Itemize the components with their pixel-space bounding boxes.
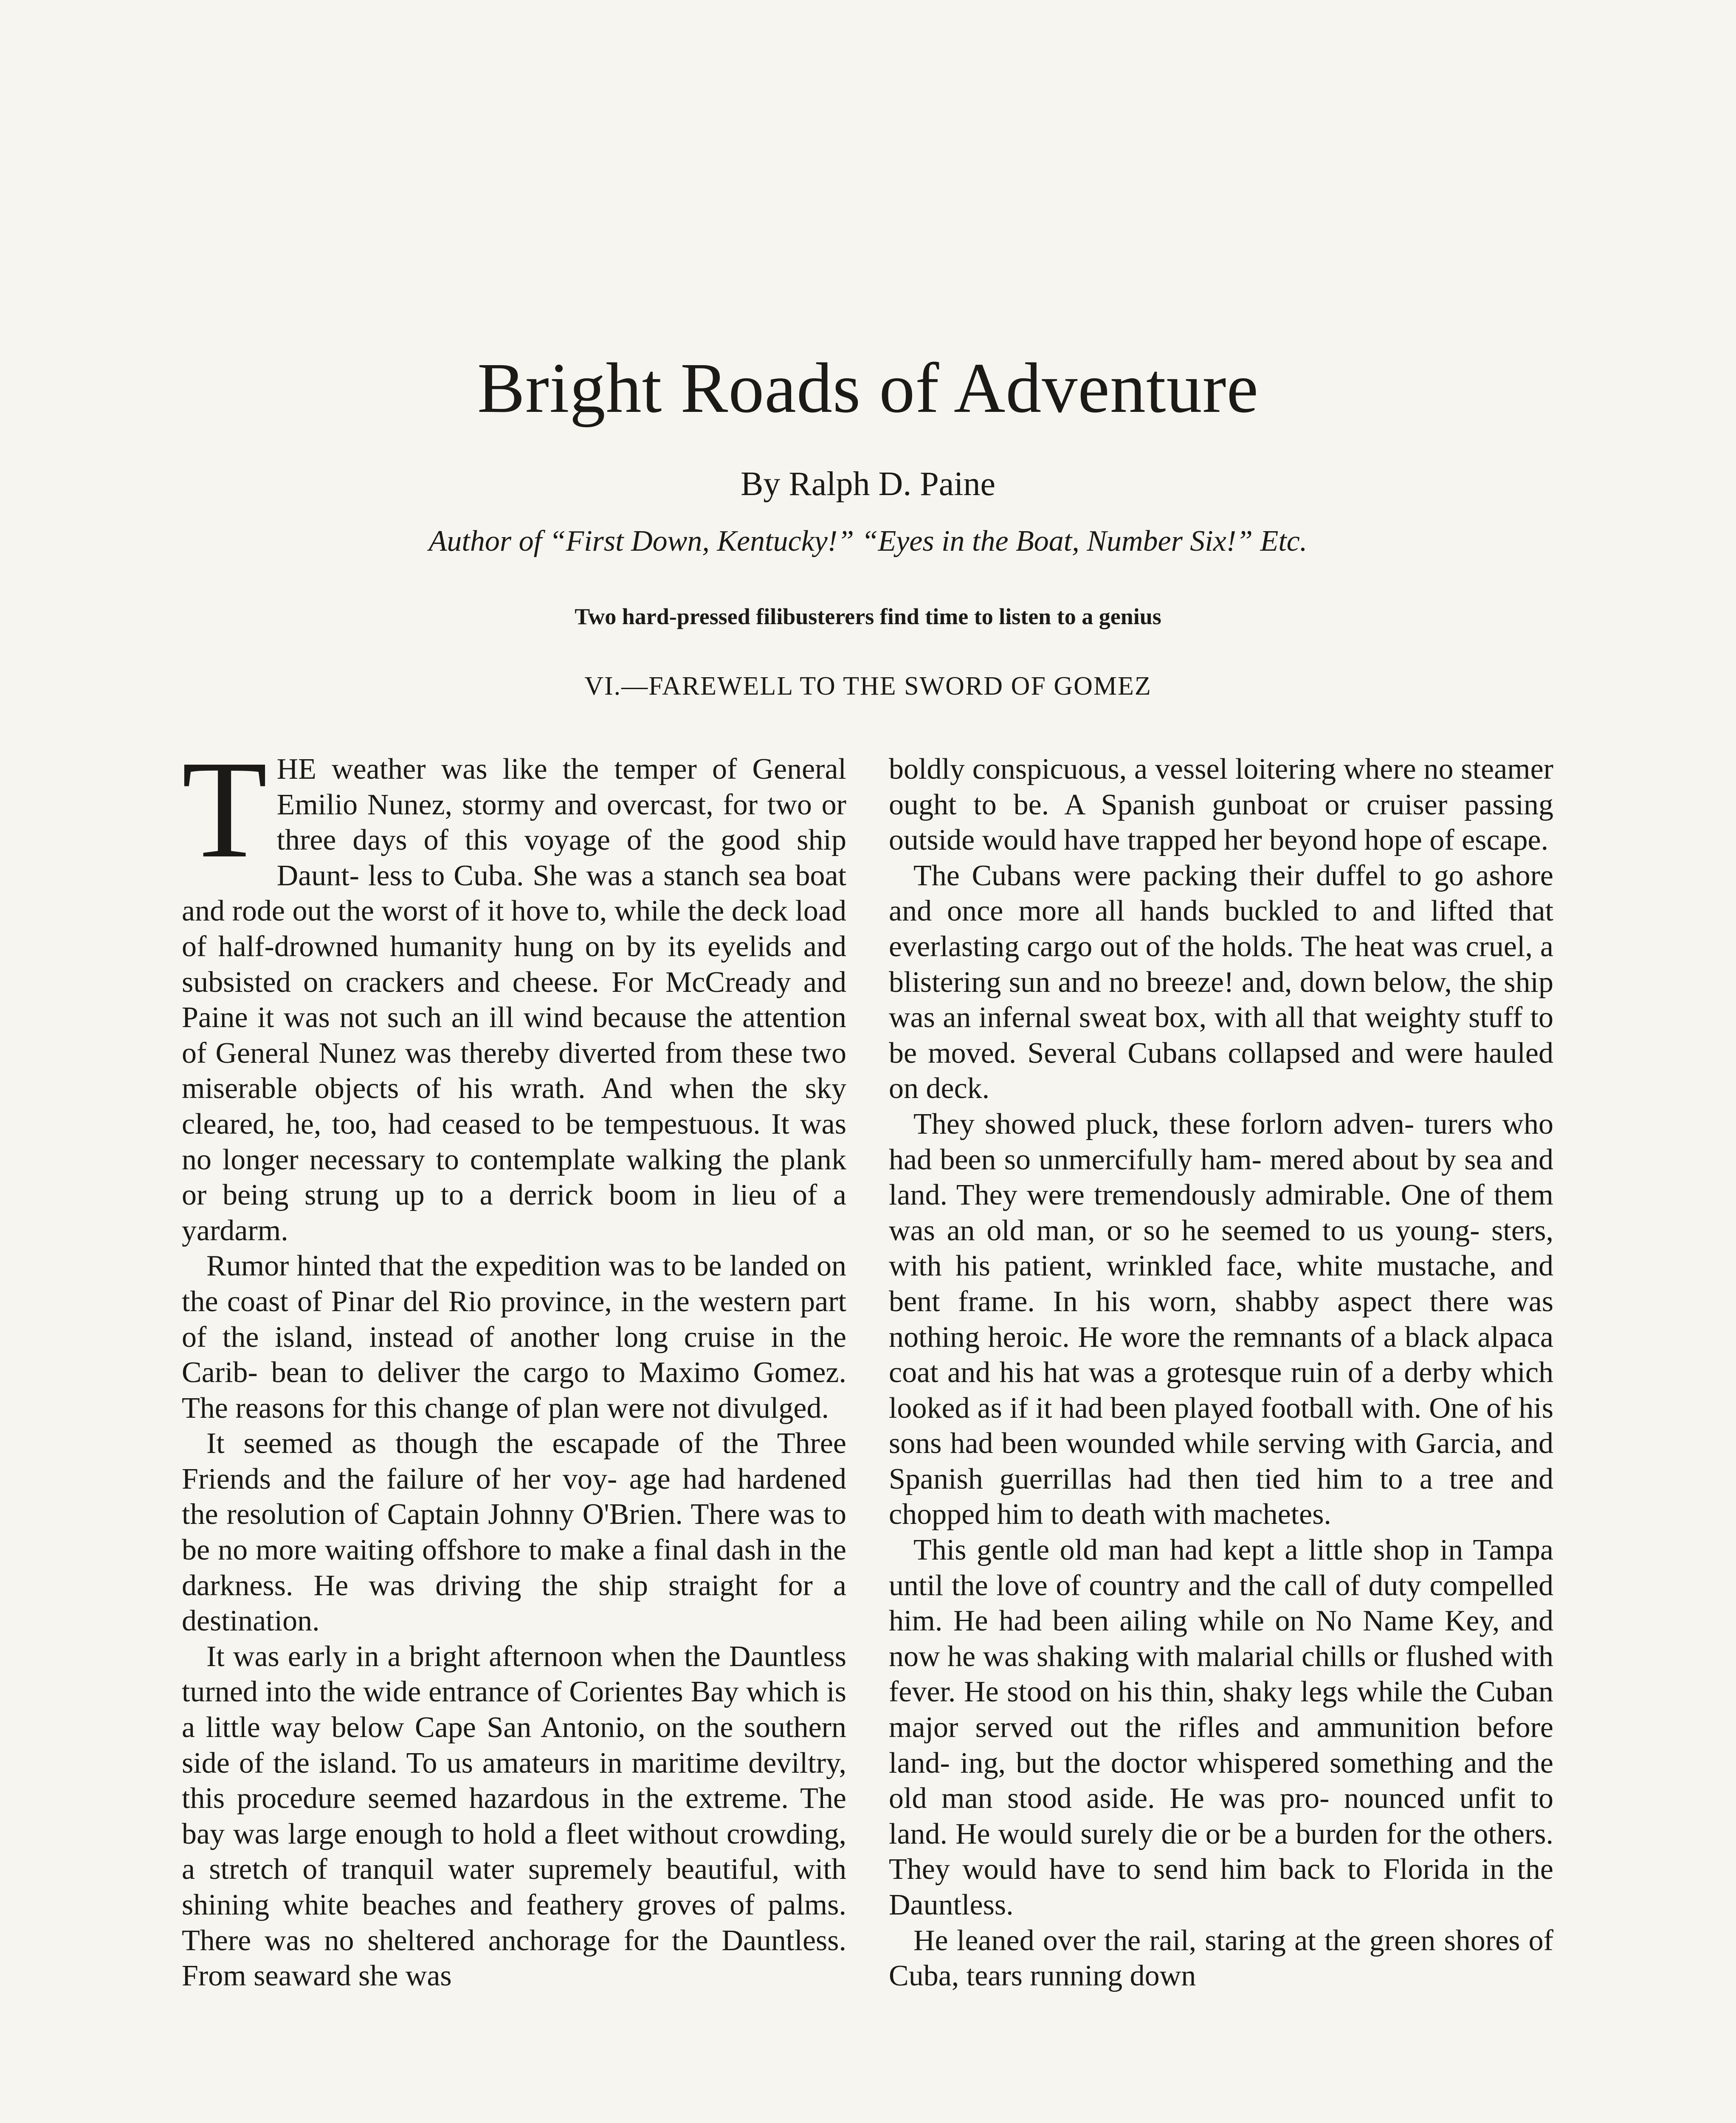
text-column-left bbox=[182, 732, 846, 1994]
paragraph: This gentle old man had kept a little shop in Tampa until the love of country and the call of duty compelled him. He had been ailing while on No Name Key, and now he was shaking with malarial chills or flushed with fever. He stood on his thin, shaky legs while the Cuban major served out the rifles and ammunition before land- ing, but the doctor whispered something and the old man stood aside. He was pro- nounced unfit to land. He would surely die or be a burden for the others. They would have to send him back to Florida in the Dauntless. bbox=[889, 1534, 1553, 1921]
paragraph: boldly conspicuous, a vessel loitering where no steamer ought to be. A Spanish gunboat or cruiser passing outside would have trapped her beyond hope of escape. bbox=[889, 753, 1553, 857]
chapter-heading: VI.—FAREWELL TO THE SWORD OF GOMEZ bbox=[584, 672, 1152, 701]
article-title: Bright Roads of Adventure bbox=[477, 349, 1259, 428]
paragraph bbox=[182, 732, 846, 1248]
credit-prefix: Author of bbox=[428, 525, 542, 557]
paragraph: They showed pluck, these forlorn adven- turers who had been so unmercifully ham- mered about by sea and land. They were tremendously admirable. One of them was an old man, or so he seemed to us young- sters, with his patient, wrinkled face, white mustache, and bent frame. In his worn, shabby aspect there was nothing heroic. He wore the remnants of a black alpaca coat and his hat was a grotesque ruin of a derby which looked as if it had been played football with. One of his sons had been wounded while serving with Garcia, and Spanish guerrillas had then tied him to a tree and chopped him to death with machetes. bbox=[889, 1107, 1553, 1531]
paragraph: He leaned over the rail, staring at the green shores of Cuba, tears running down bbox=[889, 1924, 1553, 1993]
credit-work: “Eyes in the Boat, Number Six!” bbox=[861, 525, 1253, 557]
paragraph: It seemed as though the escapade of the Three Friends and the failure of her voy- age had hardened the resolution of Captain Johnny O'Brien. There was to be no more waiting offshore to make a final dash in the darkness. He was driving the ship straight for a destination. bbox=[182, 1427, 846, 1638]
text-column-right bbox=[889, 752, 1553, 1994]
credit-suffix: Etc. bbox=[1260, 525, 1308, 557]
drop-cap: T bbox=[182, 732, 268, 887]
paragraph: Rumor hinted that the expedition was to be landed on the coast of Pinar del Rio province, in the western part of the island, instead of another long cruise in the Carib- bean to deliver the cargo to Maximo Gomez. The reasons for this change of plan were not divulged. bbox=[182, 1250, 846, 1425]
paragraph: It was early in a bright afternoon when the Dauntless turned into the wide entrance of Corientes Bay which is a little way below Cape San Antonio, on the southern side of the island. To us amateurs in maritime deviltry, this procedure seemed hazardous in the extreme. The bay was large enough to hold a fleet without crowding, a stretch of tranquil water supremely beautiful, with shining white beaches and feathery groves of palms. There was no sheltered anchorage for the Dauntless. From seaward she was bbox=[182, 1640, 846, 1993]
credit-work: “First Down, Kentucky!” bbox=[549, 525, 854, 557]
paragraph-text: HE weather was like the temper of General Emilio Nunez, stormy and overcast, for two or three days of this voyage of the good ship Daunt- less to Cuba. She was a stanch sea boat and rode out the worst of it hove to, while the deck load of half-drowned humanity hung on by its eyelids and subsisted on crackers and cheese. For McCready and Paine it was not such an ill wind because the attention of General Nunez was thereby diverted from these two miserable objects of his wrath. And when the sky cleared, he, too, had ceased to be tempestuous. It was no longer necessary to contemplate walking the plank or being strung up to a derrick boom in lieu of a yardarm. bbox=[182, 753, 846, 1247]
author-byline: By Ralph D. Paine bbox=[741, 465, 995, 503]
paragraph: The Cubans were packing their duffel to go ashore and once more all hands buckled to and lifted that everlasting cargo out of the holds. The heat was cruel, a blistering sun and no breeze! and, down below, the ship was an infernal sweat box, with all that weighty stuff to be moved. Several Cubans collapsed and were hauled on deck. bbox=[889, 859, 1553, 1105]
article-tagline: Two hard-pressed filibusterers find time to listen to a genius bbox=[575, 604, 1161, 629]
author-credits bbox=[0, 527, 1736, 556]
